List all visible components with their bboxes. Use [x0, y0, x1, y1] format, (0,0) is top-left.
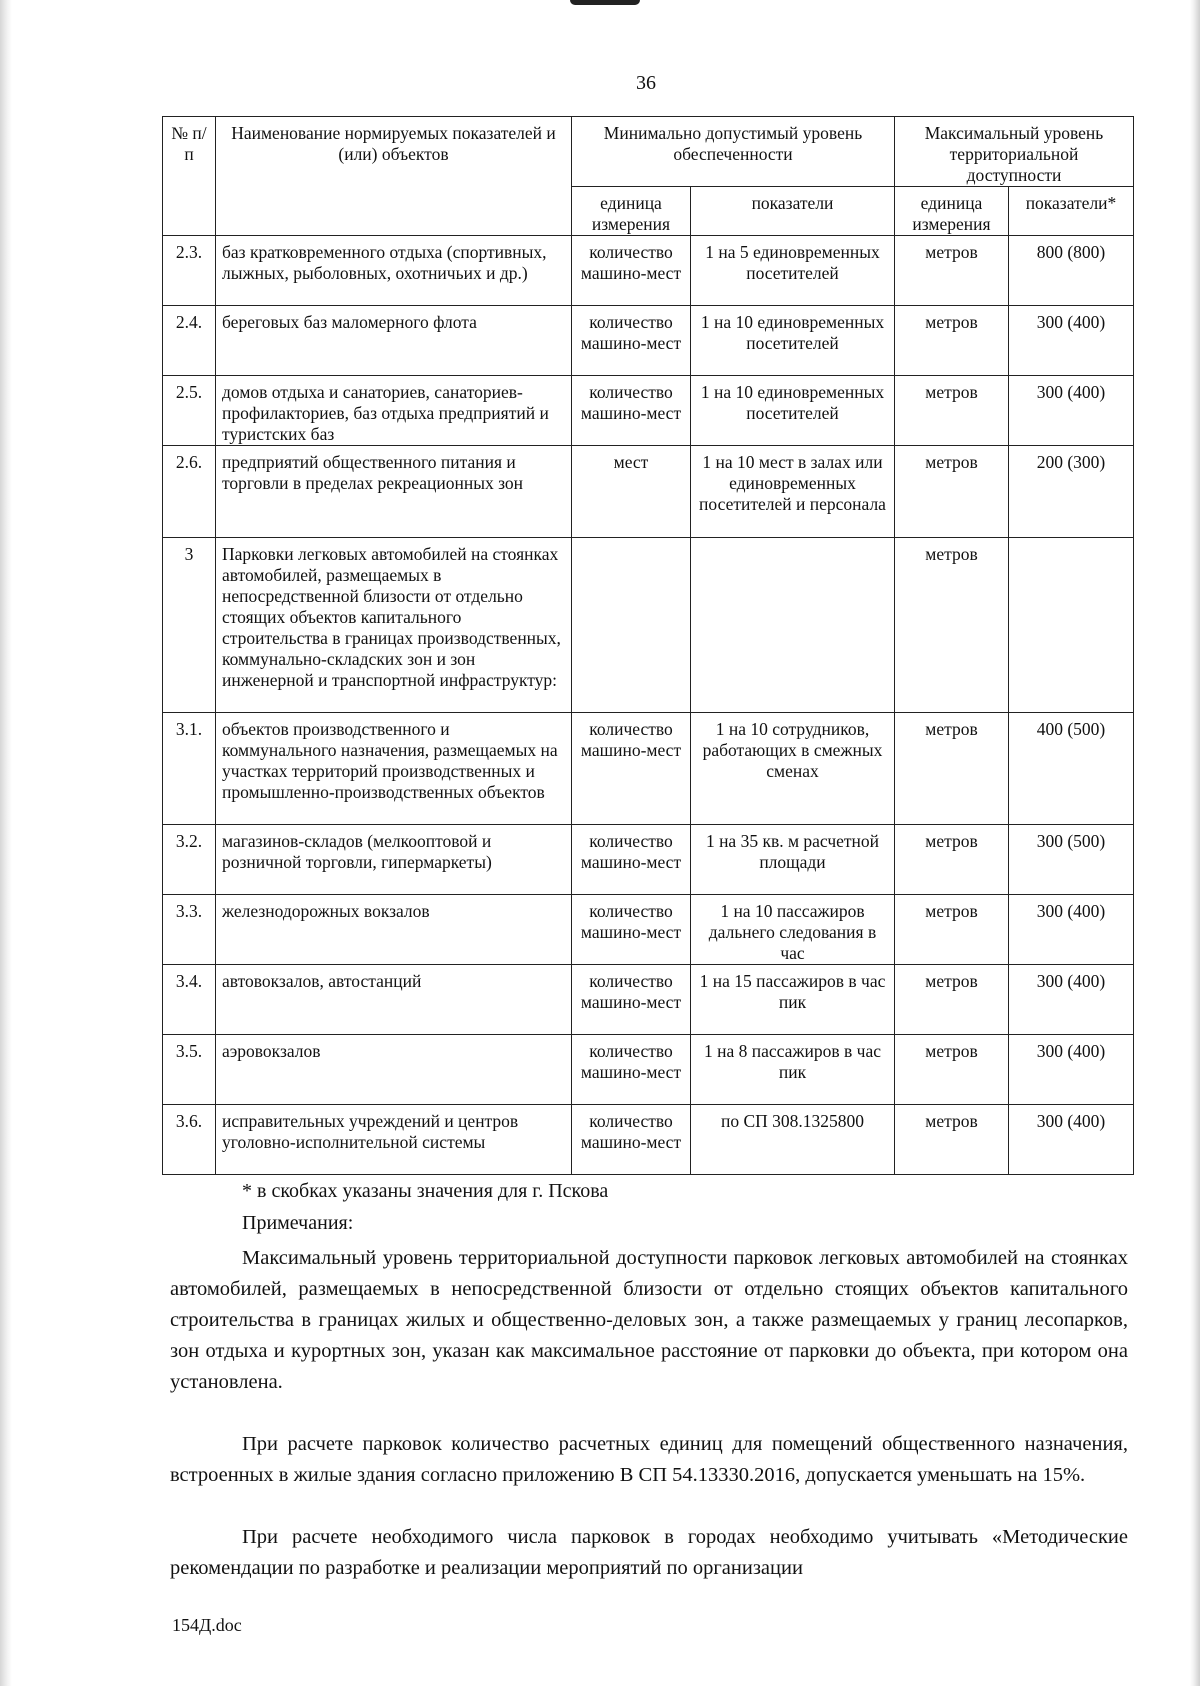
row-min-unit: количество машино-мест	[572, 376, 691, 446]
row-min-value: 1 на 10 единовременных посетителей	[691, 306, 895, 376]
row-max-value: 400 (500)	[1009, 713, 1134, 825]
header-name: Наименование нормируемых показателей и (или) объектов	[216, 117, 572, 236]
table-row	[163, 376, 1134, 446]
row-max-unit: метров	[895, 376, 1009, 446]
row-min-value: 1 на 10 мест в залах или единовременных посетителей и персонала	[691, 446, 895, 538]
table-row	[163, 306, 1134, 376]
row-num: 2.6.	[163, 446, 216, 538]
table-row	[163, 825, 1134, 895]
table-footnote: * в скобках указаны значения для г. Пскова	[242, 1180, 609, 1202]
row-max-unit: метров	[895, 538, 1009, 713]
row-num: 3.2.	[163, 825, 216, 895]
row-name: исправительных учреждений и центров уголовно-исполнительной системы	[216, 1105, 572, 1175]
row-max-unit: метров	[895, 1105, 1009, 1175]
row-min-unit: количество машино-мест	[572, 306, 691, 376]
row-name: аэровокзалов	[216, 1035, 572, 1105]
table-row	[163, 965, 1134, 1035]
row-max-unit: метров	[895, 236, 1009, 306]
row-num: 3.3.	[163, 895, 216, 965]
row-max-value	[1009, 538, 1134, 713]
row-max-unit: метров	[895, 895, 1009, 965]
row-max-unit: метров	[895, 446, 1009, 538]
row-name: Парковки легковых автомобилей на стоянках автомобилей, размещаемых в непосредственной близости от отдельно стоящих объектов капитального строительства в границах производственных, коммунально-складских зон и зон инженерной и транспортной инфраструктур:	[216, 538, 572, 713]
table-header-row	[163, 117, 1134, 187]
subheader-min-value: показатели	[691, 187, 895, 236]
subheader-max-value: показатели*	[1009, 187, 1134, 236]
scan-edge-left	[0, 0, 12, 1686]
row-min-value: 1 на 10 единовременных посетителей	[691, 376, 895, 446]
row-min-unit: количество машино-мест	[572, 1035, 691, 1105]
row-min-unit: количество машино-мест	[572, 713, 691, 825]
row-num: 2.3.	[163, 236, 216, 306]
binding-mark	[570, 0, 640, 5]
row-name: автовокзалов, автостанций	[216, 965, 572, 1035]
row-name: железнодорожных вокзалов	[216, 895, 572, 965]
row-min-unit: количество машино-мест	[572, 895, 691, 965]
note-paragraph: Максимальный уровень территориальной доступности парковок легковых автомобилей на стоянках автомобилей, размещаемых в непосредственной близости от отдельно стоящих объектов капитального строительства в границах жилых и общественно-деловых зон, а также размещаемых у границ лесопарков, зон отдыха и курортных зон, указан как максимальное расстояние от парковки до объекта, при котором она установлена.	[170, 1247, 1128, 1393]
row-max-unit: метров	[895, 1035, 1009, 1105]
subheader-max-unit: единица измерения	[895, 187, 1009, 236]
row-min-value: 1 на 35 кв. м расчетной площади	[691, 825, 895, 895]
row-name: береговых баз маломерного флота	[216, 306, 572, 376]
row-name: баз кратковременного отдыха (спортивных, лыжных, рыболовных, охотничьих и др.)	[216, 236, 572, 306]
subheader-min-unit: единица измерения	[572, 187, 691, 236]
row-num: 3	[163, 538, 216, 713]
table-row	[163, 446, 1134, 538]
row-max-value: 300 (400)	[1009, 1035, 1134, 1105]
table-row	[163, 1035, 1134, 1105]
row-num: 3.6.	[163, 1105, 216, 1175]
row-num: 3.4.	[163, 965, 216, 1035]
row-max-value: 300 (500)	[1009, 825, 1134, 895]
row-min-unit: мест	[572, 446, 691, 538]
header-num: № п/п	[163, 117, 216, 236]
note-paragraph: При расчете необходимого числа парковок в городах необходимо учитывать «Методические рекомендации по разработке и реализации мероприятий по организации	[170, 1526, 1128, 1579]
row-name: объектов производственного и коммунального назначения, размещаемых на участках территорий производственных и промышленно-производственных объектов	[216, 713, 572, 825]
row-max-value: 300 (400)	[1009, 895, 1134, 965]
row-num: 3.5.	[163, 1035, 216, 1105]
row-min-unit: количество машино-мест	[572, 236, 691, 306]
row-num: 2.4.	[163, 306, 216, 376]
row-min-unit: количество машино-мест	[572, 1105, 691, 1175]
document-filename: 154Д.doc	[172, 1615, 242, 1635]
row-max-value: 300 (400)	[1009, 965, 1134, 1035]
row-num: 2.5.	[163, 376, 216, 446]
row-min-value: 1 на 15 пассажиров в час пик	[691, 965, 895, 1035]
scan-edge-right	[1190, 0, 1200, 1686]
row-min-value: 1 на 5 единовременных посетителей	[691, 236, 895, 306]
row-max-unit: метров	[895, 965, 1009, 1035]
row-min-value: 1 на 8 пассажиров в час пик	[691, 1035, 895, 1105]
table-row	[163, 713, 1134, 825]
norms-table	[162, 116, 1134, 1175]
note-paragraph: При расчете парковок количество расчетных единиц для помещений общественного назначения, встроенных в жилые здания согласно приложению В СП 54.13330.2016, допускается уменьшать на 15%.	[170, 1433, 1128, 1486]
table-row	[163, 538, 1134, 713]
row-min-value	[691, 538, 895, 713]
notes-title: Примечания:	[242, 1212, 354, 1234]
row-max-unit: метров	[895, 713, 1009, 825]
table-row	[163, 1105, 1134, 1175]
row-min-unit: количество машино-мест	[572, 965, 691, 1035]
row-min-unit: количество машино-мест	[572, 825, 691, 895]
row-min-unit	[572, 538, 691, 713]
table-row	[163, 895, 1134, 965]
row-name: домов отдыха и санаториев, санаториев-профилакториев, баз отдыха предприятий и туристских баз	[216, 376, 572, 446]
row-max-value: 300 (400)	[1009, 1105, 1134, 1175]
row-max-value: 300 (400)	[1009, 306, 1134, 376]
table-row	[163, 236, 1134, 306]
page-number: 36	[636, 72, 656, 94]
row-min-value: по СП 308.1325800	[691, 1105, 895, 1175]
row-max-unit: метров	[895, 825, 1009, 895]
row-name: магазинов-складов (мелкооптовой и розничной торговли, гипермаркеты)	[216, 825, 572, 895]
row-min-value: 1 на 10 сотрудников, работающих в смежных сменах	[691, 713, 895, 825]
row-max-value: 200 (300)	[1009, 446, 1134, 538]
row-num: 3.1.	[163, 713, 216, 825]
row-max-value: 300 (400)	[1009, 376, 1134, 446]
header-max-level: Максимальный уровень территориальной доступности	[895, 117, 1134, 187]
row-max-value: 800 (800)	[1009, 236, 1134, 306]
row-max-unit: метров	[895, 306, 1009, 376]
header-min-level: Минимально допустимый уровень обеспеченности	[572, 117, 895, 187]
row-min-value: 1 на 10 пассажиров дальнего следования в час	[691, 895, 895, 965]
row-name: предприятий общественного питания и торговли в пределах рекреационных зон	[216, 446, 572, 538]
